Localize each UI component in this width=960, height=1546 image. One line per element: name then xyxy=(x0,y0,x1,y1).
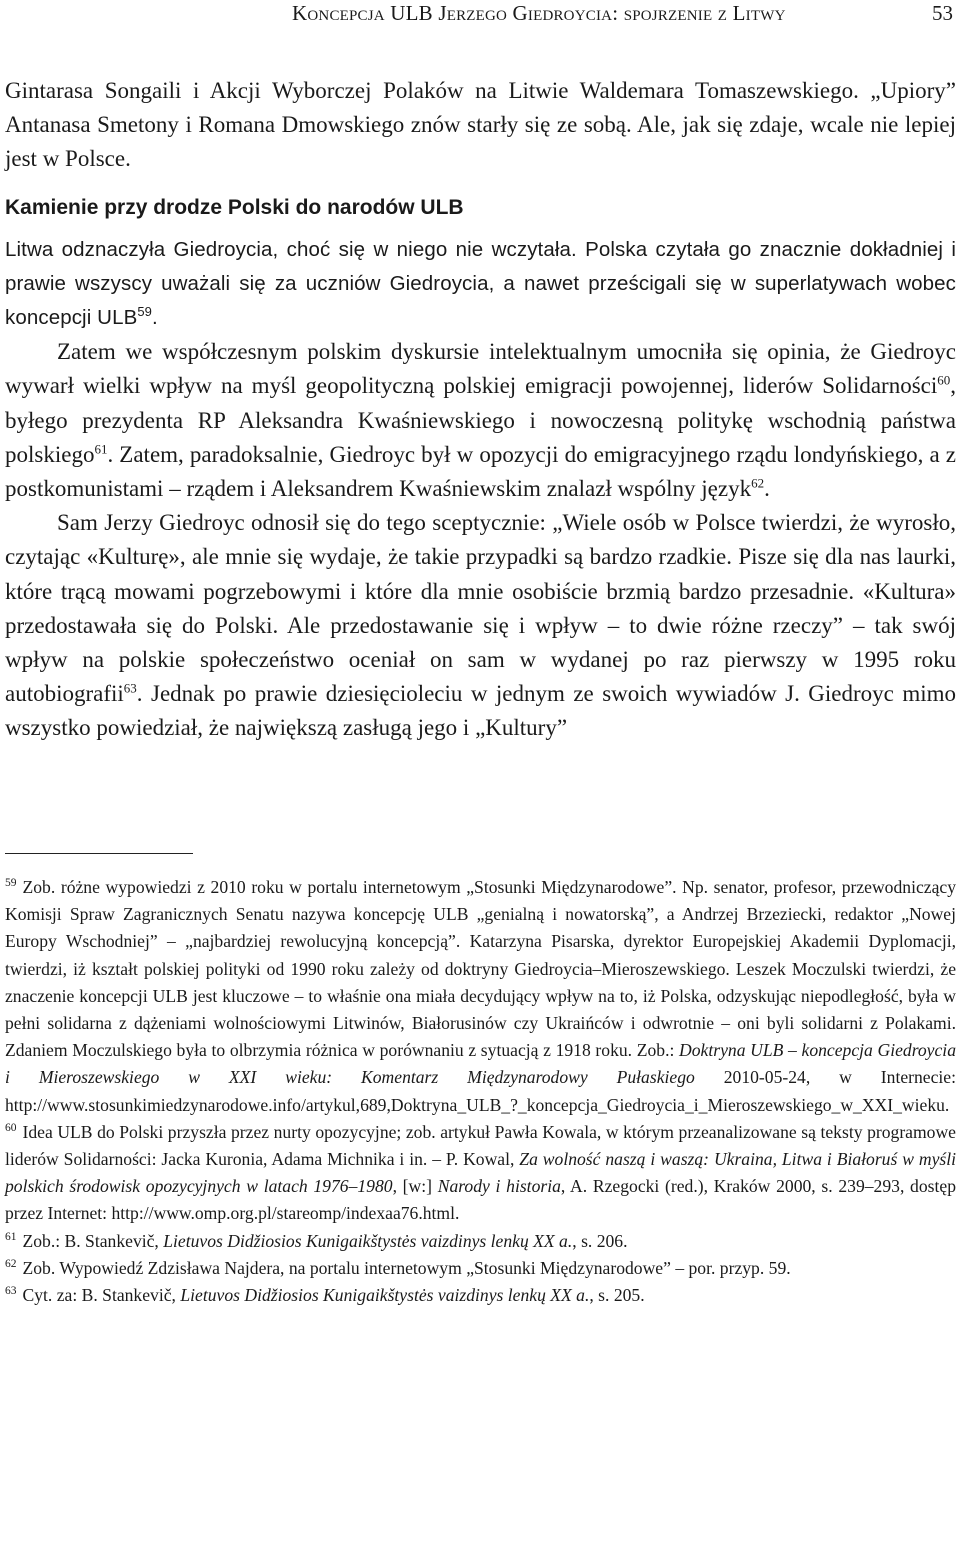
footnote-text: 2010-05-24, w Internecie: http://www.stosunkimiedzynarodowe.info/artykul,689,Doktryna_ULB_?_koncepcja_Giedroycia_i_Mieroszewskiego_w_XXI_wieku. xyxy=(5,1067,956,1115)
footnote-title: Doktryna ULB – koncepcja Giedroycia i Mieroszewskiego w XXI wieku: Komentarz Międzynarodowy Pułaskiego xyxy=(5,1040,956,1088)
footnote-ref[interactable]: 59 xyxy=(137,304,153,320)
footnote-text: , A. Rzegocki (red.), Kraków 2000, s. 239–293, dostęp przez Internet: http://www.omp.org.pl/stareomp/indexaa76.html. xyxy=(5,1176,956,1224)
paragraph-text: . Zatem, paradoksalnie, Giedroyc był w opozycji do emigracyjnego rządu londyńskiego, a z postkomunistami – rządem i Aleksandrem Kwaśniewskim znalazł wspólny język xyxy=(5,441,956,502)
title-part: erzego xyxy=(446,1,508,25)
footnote-text: , [w:] xyxy=(392,1176,438,1197)
footnote-ref[interactable]: 61 xyxy=(94,441,108,457)
title-part: iedroycia xyxy=(527,1,613,25)
footnote-separator xyxy=(5,853,193,854)
footnote-number: 60 xyxy=(5,1121,17,1134)
title-part: ULB J xyxy=(384,1,447,25)
footnote-62 xyxy=(5,1255,956,1282)
paragraph-text: Litwa odznaczyła Giedroycia, choć się w niego nie wczytała. Polska czytała go znacznie dokładniej i prawie wszyscy uważali się za uczniów Giedroycia, a nawet prześcigali się w superlatywach wobec koncepcji ULB xyxy=(5,237,956,330)
footnote-text: , s. 205. xyxy=(589,1285,645,1306)
footnote-61 xyxy=(5,1228,956,1255)
footnote-title: Lietuvos Didžiosios Kunigaikštystės vaizdinys lenkų XX a. xyxy=(163,1230,573,1251)
footnote-ref[interactable]: 60 xyxy=(937,372,951,388)
title-part: spojrzenie z xyxy=(623,1,728,25)
footnotes xyxy=(5,874,956,1309)
main-text xyxy=(5,74,956,746)
footnote-title: Lietuvos Didžiosios Kunigaikštystės vaizdinys lenkų XX a. xyxy=(180,1285,590,1306)
footnote-ref[interactable]: 63 xyxy=(123,680,137,696)
running-title xyxy=(292,0,786,26)
paragraph-text: Sam Jerzy Giedroyc odnosił się do tego sceptycznie: „Wiele osób w Polsce twierdzi, że wyrosło, czytając «Kulturę», ale mnie się wydaje, że takie przypadki są bardzo rzadkie. Pisze się dla nas laurki, które trącą mowami pogrzebowymi i które dla mnie osobiście brzmią bardzo przesadnie. «Kultura» przedostawała się do Polski. Ale przedostawanie się i wpływ – to dwie różne rzeczy” – tak swój wpływ na polskie społeczeństwo oceniał on sam w wydanej po raz pierwszy w 1995 roku autobiografii xyxy=(5,510,956,707)
title-part: itwy xyxy=(745,1,786,25)
footnote-number: 62 xyxy=(5,1257,17,1270)
title-part: G xyxy=(507,1,528,25)
footnote-text: , s. 206. xyxy=(572,1230,628,1251)
paragraph-text: , byłego prezydenta RP Aleksandra Kwaśniewskiego i nowoczesną politykę wschodnią państwa polskiego xyxy=(5,373,956,467)
footnote-number: 61 xyxy=(5,1230,17,1243)
paragraph-text: . xyxy=(152,306,158,330)
footnote-text: Zob. Wypowiedź Zdzisława Najdera, na portalu internetowym „Stosunki Międzynarodowe” – por. przyp. 59. xyxy=(22,1257,791,1278)
paragraph xyxy=(5,233,956,336)
section-heading: Kamienie przy drodze Polski do narodów ULB xyxy=(5,195,464,219)
page-number: 53 xyxy=(932,1,953,25)
footnote-number: 59 xyxy=(5,877,17,890)
footnote-text: Idea ULB do Polski przyszła przez nurty opozycyjne; zob. artykuł Pawła Kowala, w którym przeanalizowane są teksty programowe liderów Solidarności: Jacka Kuronia, Adama Michnika i in. – P. Kowal, xyxy=(5,1121,956,1170)
footnote-title: Za wolność naszą i waszą: Ukraina, Litwa i Białoruś w myśli polskich środowisk opozycyjnych w latach 1976–1980 xyxy=(5,1149,956,1197)
paragraph-text: Gintarasa Songaili i Akcji Wyborczej Polaków na Litwie Waldemara Tomaszewskiego. „Upiory” Antanasa Smetony i Romana Dmowskiego znów starły się ze sobą. Ale, jak się zdaje, wcale nie lepiej jest w Polsce. xyxy=(5,78,956,172)
title-part: L xyxy=(727,1,746,25)
title-initial: K xyxy=(292,1,308,25)
footnote-60 xyxy=(5,1119,956,1228)
paragraph-text: . Jednak po prawie dziesięcioleciu w jednym ze swoich wywiadów J. Giedroyc mimo wszystko powiedział, że największą zasługą jego i „Kultury” xyxy=(5,681,956,741)
running-header xyxy=(0,0,960,28)
paragraph-text: Zatem we współczesnym polskim dyskursie intelektualnym umocniła się opinia, że Giedroyc wywarł wielki wpływ na myśl geopolityczną polskiej emigracji powojennej, liderów Solidarności xyxy=(5,339,956,399)
footnote-ref[interactable]: 62 xyxy=(751,475,765,491)
footnote-text: Cyt. za: B. Stankevič, xyxy=(22,1285,181,1306)
paragraph xyxy=(5,335,956,506)
title-part: oncepcja xyxy=(307,1,385,25)
paragraph-text: . xyxy=(764,476,770,502)
footnote-text: Zob.: B. Stankevič, xyxy=(22,1230,164,1251)
footnote-text: Zob. różne wypowiedzi z 2010 roku w portalu internetowym „Stosunki Międzynarodowe”. Np. senator, profesor, przewodniczący Komisji Spraw Zagranicznych Senatu nazywa koncepcję ULB „genialną i nowatorską”, a Andrzej Brzeziecki, redaktor „Nowej Europy Wschodniej” – „najbardziej rewolucyjną koncepcją”. Katarzyna Pisarska, dyrektor Europejskiej Akademii Dyplomacji, twierdzi, iż kształt polskiej polityki od 1990 roku zależy od doktryny Giedroycia–Mieroszewskiego. Leszek Moczulski twierdzi, że znaczenie koncepcji ULB jest kluczowe – to właśnie ona miała decydujący wpływ na to, iż Polska, odzyskując niepodległość, była w pełni solidarna z dążeniami wolnościowymi Litwinów, Białorusinów czy Ukraińców i odwrotnie – oni byli solidarni z Polakami. Zdaniem Moczulskiego była to olbrzymia różnica w porównaniu z sytuacją z 1918 roku. Zob.: xyxy=(5,877,956,1061)
footnote-title: Narody i historia xyxy=(437,1176,561,1197)
footnote-59 xyxy=(5,874,956,1119)
paragraph xyxy=(5,74,956,177)
paragraph xyxy=(5,506,956,745)
footnote-63 xyxy=(5,1282,956,1309)
footnote-number: 63 xyxy=(5,1285,17,1298)
title-part: : xyxy=(612,1,624,25)
